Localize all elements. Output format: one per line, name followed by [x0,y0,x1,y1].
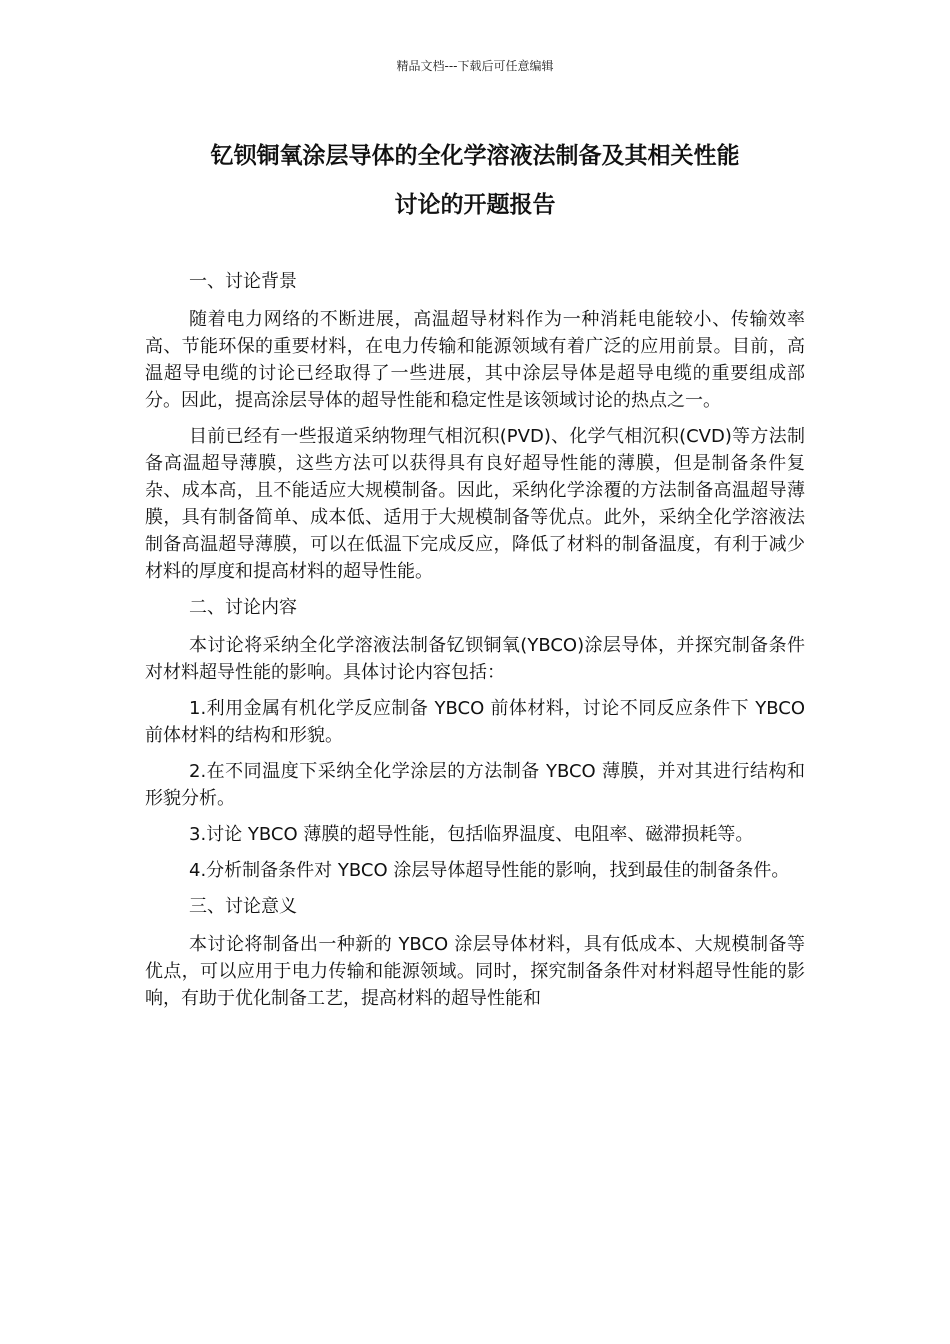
document-title-line-1: 钇钡铜氧涂层导体的全化学溶液法制备及其相关性能 [210,143,740,169]
section-heading-content: 二、讨论内容 [189,597,297,618]
document-title-line-2: 讨论的开题报告 [394,192,556,218]
significance-paragraph: 本讨论将制备出一种新的 YBCO 涂层导体材料，具有低成本、大规模制备等优点，可以应用于电力传输和能源领域。同时，探究制备条件对材料超导性能的影响，有助于优化制备工艺，提高材料的超导性能和 [145,934,805,1009]
section-heading-background: 一、讨论背景 [189,271,297,292]
page-header-note: 精品文档---下载后可任意编辑 [396,59,554,73]
section-heading-significance: 三、讨论意义 [189,896,297,917]
content-intro-paragraph: 本讨论将采纳全化学溶液法制备钇钡铜氧(YBCO)涂层导体，并探究制备条件对材料超导性能的影响。具体讨论内容包括： [145,635,805,683]
document-body [145,268,805,1021]
document-title [120,132,830,230]
background-paragraph: 随着电力网络的不断进展，高温超导材料作为一种消耗电能较小、传输效率高、节能环保的重要材料，在电力传输和能源领域有着广泛的应用前景。目前，高温超导电缆的讨论已经取得了一些进展，其中涂层导体是超导电缆的重要组成部分。因此，提高涂层导体的超导性能和稳定性是该领域讨论的热点之一。 [145,309,805,411]
content-list-item: 2.在不同温度下采纳全化学涂层的方法制备 YBCO 薄膜，并对其进行结构和形貌分析。 [145,761,805,809]
content-list-item: 1.利用金属有机化学反应制备 YBCO 前体材料，讨论不同反应条件下 YBCO 前体材料的结构和形貌。 [145,698,805,746]
content-list-item: 4.分析制备条件对 YBCO 涂层导体超导性能的影响，找到最佳的制备条件。 [189,860,790,881]
background-paragraph: 目前已经有一些报道采纳物理气相沉积(PVD)、化学气相沉积(CVD)等方法制备高温超导薄膜，这些方法可以获得具有良好超导性能的薄膜，但是制备条件复杂、成本高，且不能适应大规模制备。因此，采纳化学涂覆的方法制备高温超导薄膜，具有制备简单、成本低、适用于大规模制备等优点。此外，采纳全化学溶液法制备高温超导薄膜，可以在低温下完成反应，降低了材料的制备温度，有利于减少材料的厚度和提高材料的超导性能。 [145,426,805,582]
content-list-item: 3.讨论 YBCO 薄膜的超导性能，包括临界温度、电阻率、磁滞损耗等。 [189,824,754,845]
